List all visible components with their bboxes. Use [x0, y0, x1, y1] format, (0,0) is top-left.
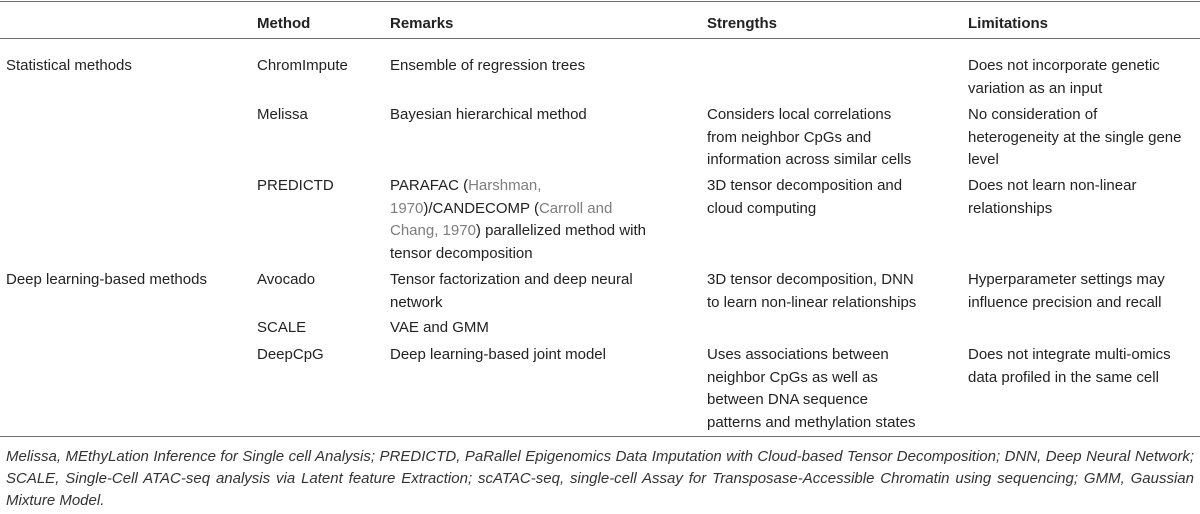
method-chromimpute: ChromImpute: [257, 57, 348, 74]
remarks-predictd-4: tensor decomposition: [390, 244, 533, 262]
strengths-melissa-2: from neighbor CpGs and: [707, 128, 872, 146]
citation-chang[interactable]: Chang, 1970: [390, 222, 476, 239]
limitations-melissa-3: level: [968, 151, 999, 168]
method-avocado: Avocado: [257, 271, 316, 288]
strengths-avocado-2: to learn non-linear relationships: [707, 293, 917, 311]
header-method: Method: [257, 15, 311, 32]
method-melissa: Melissa: [257, 106, 308, 123]
table-footnote: Melissa, MEthyLation Inference for Single cell Analysis; PREDICTD, PaRallel Epigenomics Data Imputation with Cloud-based Tensor Decomposition; DNN, Deep Neural Network; SCALE, Single-Cell ATAC-seq analysis via Latent feature Extraction; scATAC-seq, single-cell Assay for Transposase-Accessible Chromatin using sequencing; GMM, Gaussian Mixture Model.: [6, 448, 1194, 509]
remarks-melissa: Bayesian hierarchical method: [390, 106, 587, 123]
header-remarks: Remarks: [390, 15, 454, 32]
limitations-avocado-2: influence precision and recall: [968, 293, 1162, 311]
limitations-deepcpg-1: Does not integrate multi-omics: [968, 346, 1171, 363]
header-strengths: Strengths: [707, 15, 778, 32]
header-rule: [0, 38, 1200, 39]
strengths-melissa-1: Considers local correlations: [707, 106, 892, 123]
method-deepcpg: DeepCpG: [257, 346, 324, 363]
remarks-predictd-2: 1970)/CANDECOMP (Carroll and: [390, 199, 613, 217]
limitations-melissa-2: heterogeneity at the single gene: [968, 128, 1182, 146]
strengths-deepcpg-1: Uses associations between: [707, 346, 889, 363]
method-scale: SCALE: [257, 319, 307, 336]
strengths-predictd-1: 3D tensor decomposition and: [707, 177, 903, 194]
strengths-predictd-2: cloud computing: [707, 199, 817, 217]
remarks-avocado-2: network: [390, 293, 443, 311]
remarks-deepcpg: Deep learning-based joint model: [390, 346, 606, 363]
remarks-scale: VAE and GMM: [390, 319, 489, 336]
table-top-rule: [0, 1, 1200, 2]
table-bottom-rule: [0, 436, 1200, 437]
limitations-avocado-1: Hyperparameter settings may: [968, 271, 1165, 288]
limitations-melissa-1: No consideration of: [968, 106, 1098, 123]
method-predictd: PREDICTD: [257, 177, 334, 194]
remarks-avocado-1: Tensor factorization and deep neural: [390, 271, 633, 288]
remarks-chromimpute: Ensemble of regression trees: [390, 57, 586, 74]
limitations-deepcpg-2: data profiled in the same cell: [968, 368, 1159, 386]
citation-harshman-year[interactable]: 1970: [390, 199, 424, 217]
limitations-predictd-2: relationships: [968, 199, 1053, 217]
remarks-predictd-3: Chang, 1970) parallelized method with: [390, 222, 646, 239]
group-statistical: Statistical methods: [6, 57, 132, 74]
limitations-chromimpute-1: Does not incorporate genetic: [968, 57, 1160, 74]
strengths-melissa-3: information across similar cells: [707, 151, 912, 168]
strengths-avocado-1: 3D tensor decomposition, DNN: [707, 271, 914, 288]
group-deep-learning: Deep learning-based methods: [6, 271, 207, 288]
citation-carroll[interactable]: Carroll and: [538, 199, 613, 217]
remarks-predictd-1: PARAFAC (Harshman,: [390, 177, 542, 194]
strengths-deepcpg-2: neighbor CpGs as well as: [707, 368, 878, 386]
limitations-predictd-1: Does not learn non-linear: [968, 177, 1137, 194]
strengths-deepcpg-3: between DNA sequence: [707, 391, 868, 408]
strengths-deepcpg-4: patterns and methylation states: [707, 413, 916, 431]
limitations-chromimpute-2: variation as an input: [968, 79, 1103, 97]
citation-harshman[interactable]: Harshman,: [468, 177, 542, 194]
header-limitations: Limitations: [968, 15, 1049, 32]
